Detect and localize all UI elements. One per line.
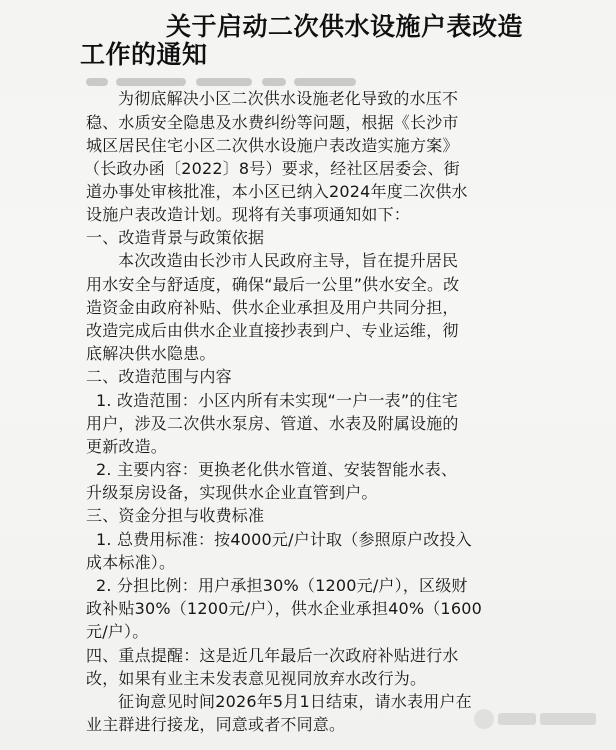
list-item-line: 更新改造。	[86, 437, 168, 456]
paragraph-line: （长政办函〔2022〕8号）要求，经社区居委会、街	[84, 159, 460, 178]
paragraph-line: 征询意见时间2026年5月1日结束，请水表用户在	[118, 692, 472, 711]
notice-title-line-1: 关于启动二次供水设施户表改造	[166, 12, 524, 41]
paragraph-line: 业主群进行接龙，同意或者不同意。	[86, 715, 346, 734]
list-item-line: 元/户）。	[86, 622, 149, 641]
paragraph-line: 设施户表改造计划。现将有关事项通知如下：	[86, 205, 411, 224]
list-item-line: 2. 分担比例：用户承担30%（1200元/户），区级财	[96, 576, 468, 595]
paragraph-line: 道办事处审核批准，本小区已纳入2024年度二次供水	[86, 182, 468, 201]
redacted-addressee-line	[86, 76, 356, 88]
section-heading: 一、改造背景与政策依据	[86, 228, 265, 247]
list-item-line: 政补贴30%（1200元/户），供水企业承担40%（1600	[86, 599, 482, 618]
paragraph-line: 用水安全与舒适度，确保“最后一公里”供水安全。改	[86, 275, 460, 294]
paragraph-line: 改，如果有业主未发表意见视同放弃水改行为。	[86, 669, 427, 688]
paragraph-line: 本次改造由长沙市人民政府主导，旨在提升居民	[118, 251, 459, 270]
list-item-line: 用户，涉及二次供水泵房、管道、水表及附属设施的	[86, 414, 459, 433]
paragraph-line: 为彻底解决小区二次供水设施老化导致的水压不	[118, 89, 459, 108]
section-heading: 三、资金分担与收费标准	[86, 506, 265, 525]
list-item-line: 升级泵房设备，实现供水企业直管到户。	[86, 483, 378, 502]
watermark-text-block	[540, 713, 596, 725]
paragraph-line: 城区居民住宅小区二次供水设施户表改造实施方案》	[86, 136, 459, 155]
paragraph-line: 造资金由政府补贴、供水企业承担及用户共同分担，	[86, 298, 459, 317]
list-item-line: 1. 改造范围：小区内所有未实现“一户一表”的住宅	[96, 391, 458, 410]
paragraph-line: 改造完成后由供水企业直接抄表到户、专业运维，彻	[86, 321, 459, 340]
notice-title-line-2: 工作的通知	[80, 40, 208, 69]
list-item-line: 1. 总费用标准：按4000元/户计取（参照原户改投入	[96, 530, 472, 549]
section-heading: 四、重点提醒：这是近几年最后一次政府补贴进行水	[86, 646, 459, 665]
watermark-logo-icon	[474, 709, 494, 729]
paragraph-line: 稳、水质安全隐患及水费纠纷等问题，根据《长沙市	[86, 113, 459, 132]
platform-watermark	[474, 708, 600, 730]
paragraph-line: 底解决供水隐患。	[86, 344, 216, 363]
section-heading: 二、改造范围与内容	[86, 367, 232, 386]
watermark-text-block	[498, 713, 536, 725]
list-item-line: 2. 主要内容：更换老化供水管道、安装智能水表、	[96, 460, 458, 479]
list-item-line: 成本标准）。	[86, 553, 176, 572]
